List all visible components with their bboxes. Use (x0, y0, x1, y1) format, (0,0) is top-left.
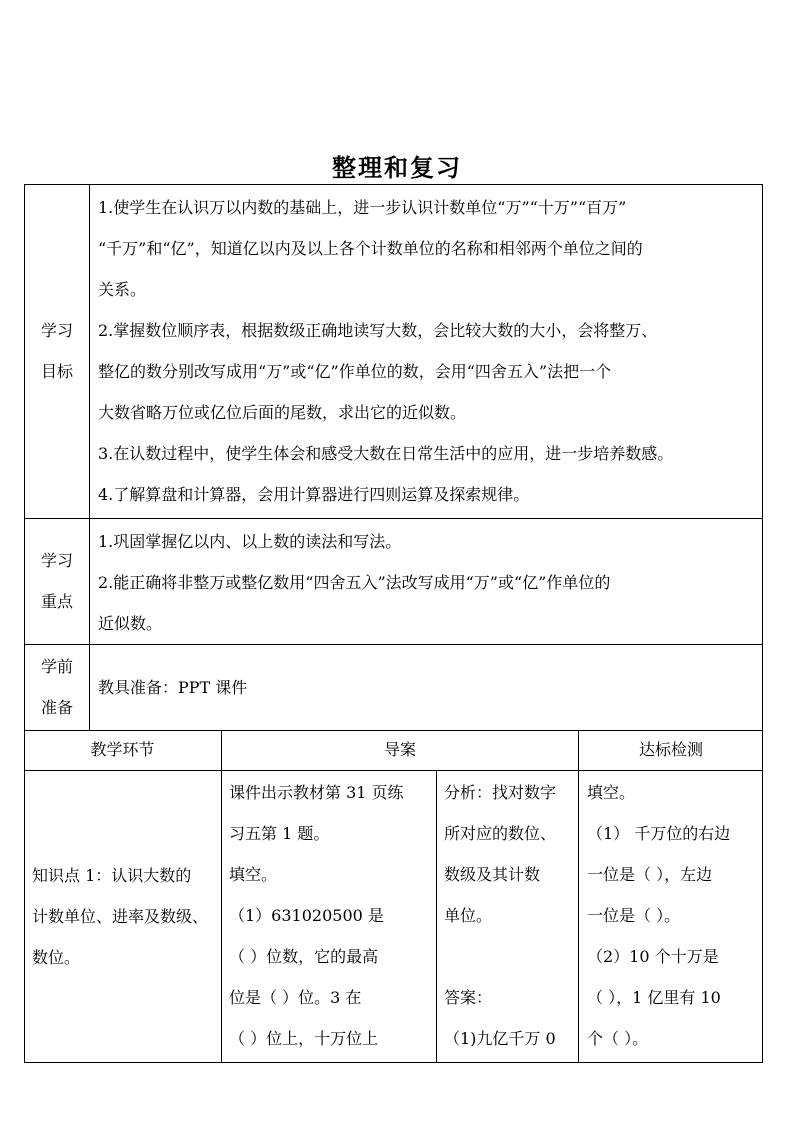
objectives-line: “千万”和“亿”，知道亿以内及以上各个计数单位的名称和相邻两个单位之间的 (98, 239, 643, 258)
guide-line: 填空。 (229, 865, 278, 884)
objectives-line: 1.使学生在认识万以内数的基础上，进一步认识计数单位“万”“十万”“百万” (98, 198, 627, 217)
body-divider-1 (221, 770, 222, 1063)
objectives-label-line-2: 目标 (40, 362, 73, 381)
objectives-line: 4.了解算盘和计算器，会用计算器进行四则运算及探索规律。 (98, 485, 530, 504)
keypoints-label (24, 540, 90, 622)
guide-line: 课件出示教材第 31 页练 (229, 783, 404, 802)
test-line: （ ），1 亿里有 10 (587, 988, 721, 1007)
objectives-line: 2.掌握数位顺序表，根据数级正确地读写大数，会比较大数的大小，会将整万、 (98, 321, 658, 340)
test-line: （2）10 个十万是 (587, 947, 719, 966)
analysis-line: 分析：找对数字 (444, 783, 557, 802)
keypoints-label-line-2: 重点 (40, 592, 73, 611)
objectives-content (98, 187, 758, 515)
analysis-line: 答案： (444, 988, 493, 1007)
test-cell (587, 772, 730, 1059)
analysis-line: 数级及其计数 (444, 865, 541, 884)
header-teaching-step: 教学环节 (90, 740, 155, 759)
objectives-line: 整亿的数分别改写成用“万”或“亿”作单位的数，会用“四舍五入”法把一个 (98, 362, 612, 381)
analysis-line: 单位。 (444, 906, 493, 925)
test-line: 一位是（ ），左边 (587, 865, 713, 884)
page-title: 整理和复习 (332, 154, 462, 182)
section-line: 数位。 (32, 948, 81, 967)
header-guide: 导案 (383, 740, 416, 759)
guide-line: 习五第 1 题。 (229, 824, 330, 843)
objectives-line: 3.在认数过程中，使学生体会和感受大数在日常生活中的应用，进一步培养数感。 (98, 444, 674, 463)
objectives-line: 关系。 (98, 280, 147, 299)
guide-line: 位是（ ）位。3 在 (229, 988, 362, 1007)
preparation-label-line-2: 准备 (40, 698, 73, 717)
test-line: 填空。 (587, 783, 636, 802)
section-line: 计数单位、进率及数级、 (32, 907, 209, 926)
keypoints-line: 1.巩固掌握亿以内、以上数的读法和写法。 (98, 532, 402, 551)
keypoints-label-line-1: 学习 (40, 551, 73, 570)
objectives-label (24, 310, 90, 392)
body-divider-2 (436, 770, 437, 1063)
body-divider-3 (578, 770, 579, 1063)
keypoints-line: 2.能正确将非整万或整亿数用“四舍五入”法改写成用“万”或“亿”作单位的 (98, 573, 611, 592)
analysis-line: 所对应的数位、 (444, 824, 557, 843)
analysis-cell (444, 772, 556, 1059)
preparation-content (98, 667, 758, 708)
preparation-label-line-1: 学前 (40, 657, 73, 676)
guide-line: （ ）位数，它的最高 (229, 947, 379, 966)
header-test: 达标检测 (638, 740, 703, 759)
guide-cell (229, 772, 404, 1059)
guide-line: （ ）位上，十万位上 (229, 1029, 379, 1048)
preparation-text: 教具准备：PPT 课件 (98, 678, 248, 697)
keypoints-content (98, 521, 758, 644)
guide-line: （1）631020500 是 (229, 906, 384, 925)
keypoints-line: 近似数。 (98, 614, 163, 633)
section-line: 知识点 1：认识大数的 (32, 866, 192, 885)
objectives-line: 大数省略万位或亿位后面的尾数，求出它的近似数。 (98, 403, 467, 422)
analysis-line: （1)九亿千万 0 (444, 1029, 556, 1048)
analysis-line (444, 936, 556, 977)
test-line: （1） 千万位的右边 (587, 824, 731, 843)
preparation-label (24, 646, 90, 728)
test-line: 一位是（ ）。 (587, 906, 681, 925)
section-cell (32, 855, 208, 978)
objectives-label-line-1: 学习 (40, 321, 73, 340)
test-line: 个（ ）。 (587, 1029, 649, 1048)
